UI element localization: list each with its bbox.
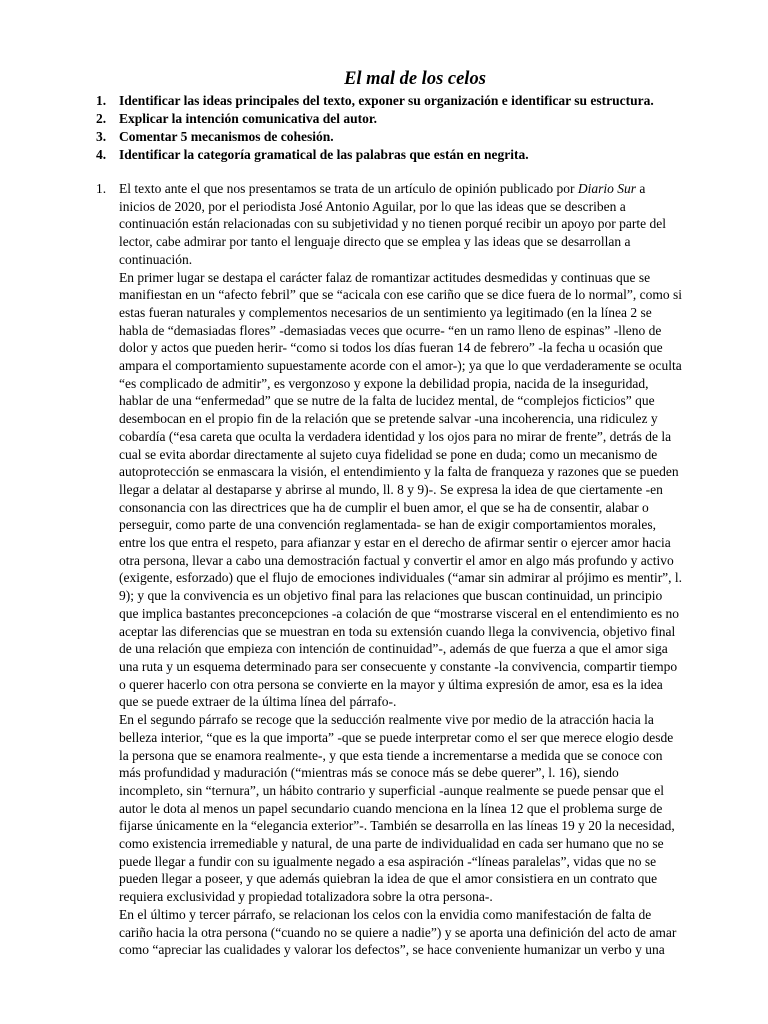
text-line: entre los que entra el respeto, para afianzar y estar en el derecho de afirmar sentir o ejercer amor hacia bbox=[119, 535, 671, 551]
text-line: En primer lugar se destapa el carácter falaz de romantizar actitudes desmedidas y continuas que se bbox=[119, 269, 651, 285]
text-line: requiera exclusividad y propiedad totalizadora sobre la otra persona-. bbox=[119, 889, 493, 905]
question-list bbox=[96, 92, 736, 164]
text-line: cariño hacia la otra persona (“cuando no se quiere a nadie”) y se aporta una definición del acto de amar bbox=[119, 924, 677, 940]
text-line: continuación. bbox=[119, 251, 193, 267]
question-text: Identificar las ideas principales del texto, exponer su organización e identificar su estructura. bbox=[119, 93, 654, 108]
answer-number: 1. bbox=[96, 181, 107, 196]
text-line: hablar de una “enfermedad” que se nutre de la falta de lucidez mental, de “complejos ficticios” que bbox=[119, 393, 655, 409]
question-number: 2. bbox=[96, 111, 107, 126]
text-line: como existencia irremediable y natural, de una parte de individualidad en cada ser humano que no se bbox=[119, 836, 664, 852]
text-line: 9); y que la convivencia es un objetivo final para las relaciones que buscan continuidad, un principio bbox=[119, 588, 663, 604]
text-line: puede llegar a fundir con su igualmente negado a esa aspiración -“líneas paralelas”, vidas que no se bbox=[119, 853, 657, 869]
answer-paragraph-third bbox=[119, 906, 714, 959]
question-text: Comentar 5 mecanismos de cohesión. bbox=[119, 129, 334, 144]
text-line: perseguir, como parte de una convención reglamentada- se han de exigir comportamientos morales, bbox=[119, 517, 657, 533]
text-line: autoprotección se enmascara la visión, el entendimiento y la falta de franqueza y razones que se pueden bbox=[119, 464, 679, 480]
text-line: fijarse únicamente en la “elegancia exterior”-. También se desarrolla en las líneas 19 y 20 la necesidad, bbox=[119, 818, 675, 834]
text-line: habla de “demasiadas flores” -demasiadas veces que ocurre- “en un ramo lleno de espinas” -lleno de bbox=[119, 322, 662, 338]
question-item bbox=[96, 110, 736, 128]
text-line: desembocan en el propio fin de la relación que se pretende salvar -una incoherencia, una ridiculez y bbox=[119, 411, 658, 427]
text-line: manifiestan en un “afecto febril” que se “acicala con ese cariño que se dice fuera de lo normal”, como si bbox=[119, 287, 682, 303]
question-number: 3. bbox=[96, 129, 107, 144]
text-line: la persona que se enamora realmente-, y que esta tiende a incrementarse a medida que se conoce con bbox=[119, 747, 663, 763]
text-line: o querer hacerlo con otra persona se convierte en la mayor y última expresión de amor, esa es la idea bbox=[119, 676, 663, 692]
answer-paragraph-second bbox=[119, 711, 714, 906]
question-item bbox=[96, 128, 736, 146]
text-line: consonancia con las directrices que ha de cumplir el buen amor, el que se ha de consentir, alabar o bbox=[119, 499, 649, 515]
text-line: más profundidad y maduración (“mientras más se conoce más se debe querer”, l. 16), siendo bbox=[119, 765, 619, 781]
text-line: cual se evita abordar directamente al sujeto cuya fidelidad se pone en duda; como un mecanismo de bbox=[119, 446, 658, 462]
text-line: como “apreciar las cualidades y valorar los defectos”, se hace conveniente humanizar un verbo y una bbox=[119, 942, 665, 958]
text-line: (exigente, esforzado) que el flujo de emociones individuales (“amar sin admirar al prójimo es mentir”, l. bbox=[119, 570, 683, 586]
text-line: que implica bastantes preconcepciones -a colación de que “mostrarse visceral en el entendimiento es no bbox=[119, 605, 680, 621]
question-text: Explicar la intención comunicativa del autor. bbox=[119, 111, 378, 126]
text-line: belleza interior, “que es la que importa” -que se puede interpretar como el ser que merece elogio desde bbox=[119, 729, 674, 745]
answer-paragraph-first bbox=[119, 269, 714, 712]
question-item bbox=[96, 146, 736, 164]
text-line: dolor y actos que pueden herir- “como si todos los días fueran 14 de febrero” -la fecha u ocasión que bbox=[119, 340, 663, 356]
text-line: En el segundo párrafo se recoge que la seducción realmente vive por medio de la atracción hacia la bbox=[119, 712, 654, 728]
text-line: una ruta y un esquema determinado para ser consecuente y constante -la convivencia, compartir tiempo bbox=[119, 658, 678, 674]
text-line: inicios de 2020, por el periodista José Antonio Aguilar, por lo que las ideas que se describen a bbox=[119, 198, 626, 214]
text-line: cobardía (“esa careta que oculta la verdadera identidad y los ojos para no mirar de frente”, detrás de la bbox=[119, 428, 672, 444]
text-line: de una relación que empieza con intención de continuidad”-, además de que fuerza a que el amor siga bbox=[119, 641, 668, 657]
text-line: ampara el comportamiento supuestamente acorde con el amor-); ya que lo que verdaderamente se oculta bbox=[119, 358, 682, 374]
text-line: “es complicado de admitir”, es vergonzoso y expone la debilidad propia, nacida de la inseguridad, bbox=[119, 375, 649, 391]
answer-paragraph-intro bbox=[119, 180, 714, 269]
text-line: En el último y tercer párrafo, se relacionan los celos con la envidia como manifestación de falta de bbox=[119, 906, 652, 922]
question-text: Identificar la categoría gramatical de las palabras que están en negrita. bbox=[119, 147, 529, 162]
text-line: estas fueran naturales y complementos necesarios de un sentimiento ya legitimado (en la línea 2 se bbox=[119, 304, 652, 320]
answer-body bbox=[119, 180, 714, 959]
text-line: que se puede extraer de la última línea del párrafo-. bbox=[119, 694, 397, 710]
question-number: 1. bbox=[96, 93, 107, 108]
text-line: otra persona, llevar a cabo una demostración factual y convertir el amor en algo más profundo y activo bbox=[119, 552, 674, 568]
text-line: llegar a delatar al destaparse y abrirse al mundo, ll. 8 y 9)-. Se expresa la idea de que ciertamente -en bbox=[119, 481, 663, 497]
text-line: pueden llegar a poseer, y que además quiebran la idea de que el amor consistiera en un contrato que bbox=[119, 871, 658, 887]
question-number: 4. bbox=[96, 147, 107, 162]
text-line: aceptar las diferencias que se muestran en toda su extensión cuando llega la convivencia, objetivo final bbox=[119, 623, 676, 639]
newspaper-name: Diario Sur bbox=[577, 181, 637, 196]
answer-section bbox=[96, 180, 714, 959]
text-line: lector, cabe admirar por tanto el lenguaje directo que se emplea y las ideas que se desarrollan a bbox=[119, 234, 631, 250]
text-line: continuación están relacionadas con su subjetividad y no tienen porqué recibir un apoyo por parte del bbox=[119, 216, 666, 232]
text-line: autor le dota al menos un papel secundario cuando menciona en la línea 12 que el problema surge de bbox=[119, 800, 663, 816]
text-line: incompleto, sin “ternura”, un hábito contrario y superficial -aunque realmente se puede pensar que el bbox=[119, 782, 665, 798]
text-line: El texto ante el que nos presentamos se trata de un artículo de opinión publicado por Diario Sur a bbox=[119, 181, 646, 196]
document-title: El mal de los celos bbox=[344, 69, 486, 89]
question-item bbox=[96, 92, 736, 110]
